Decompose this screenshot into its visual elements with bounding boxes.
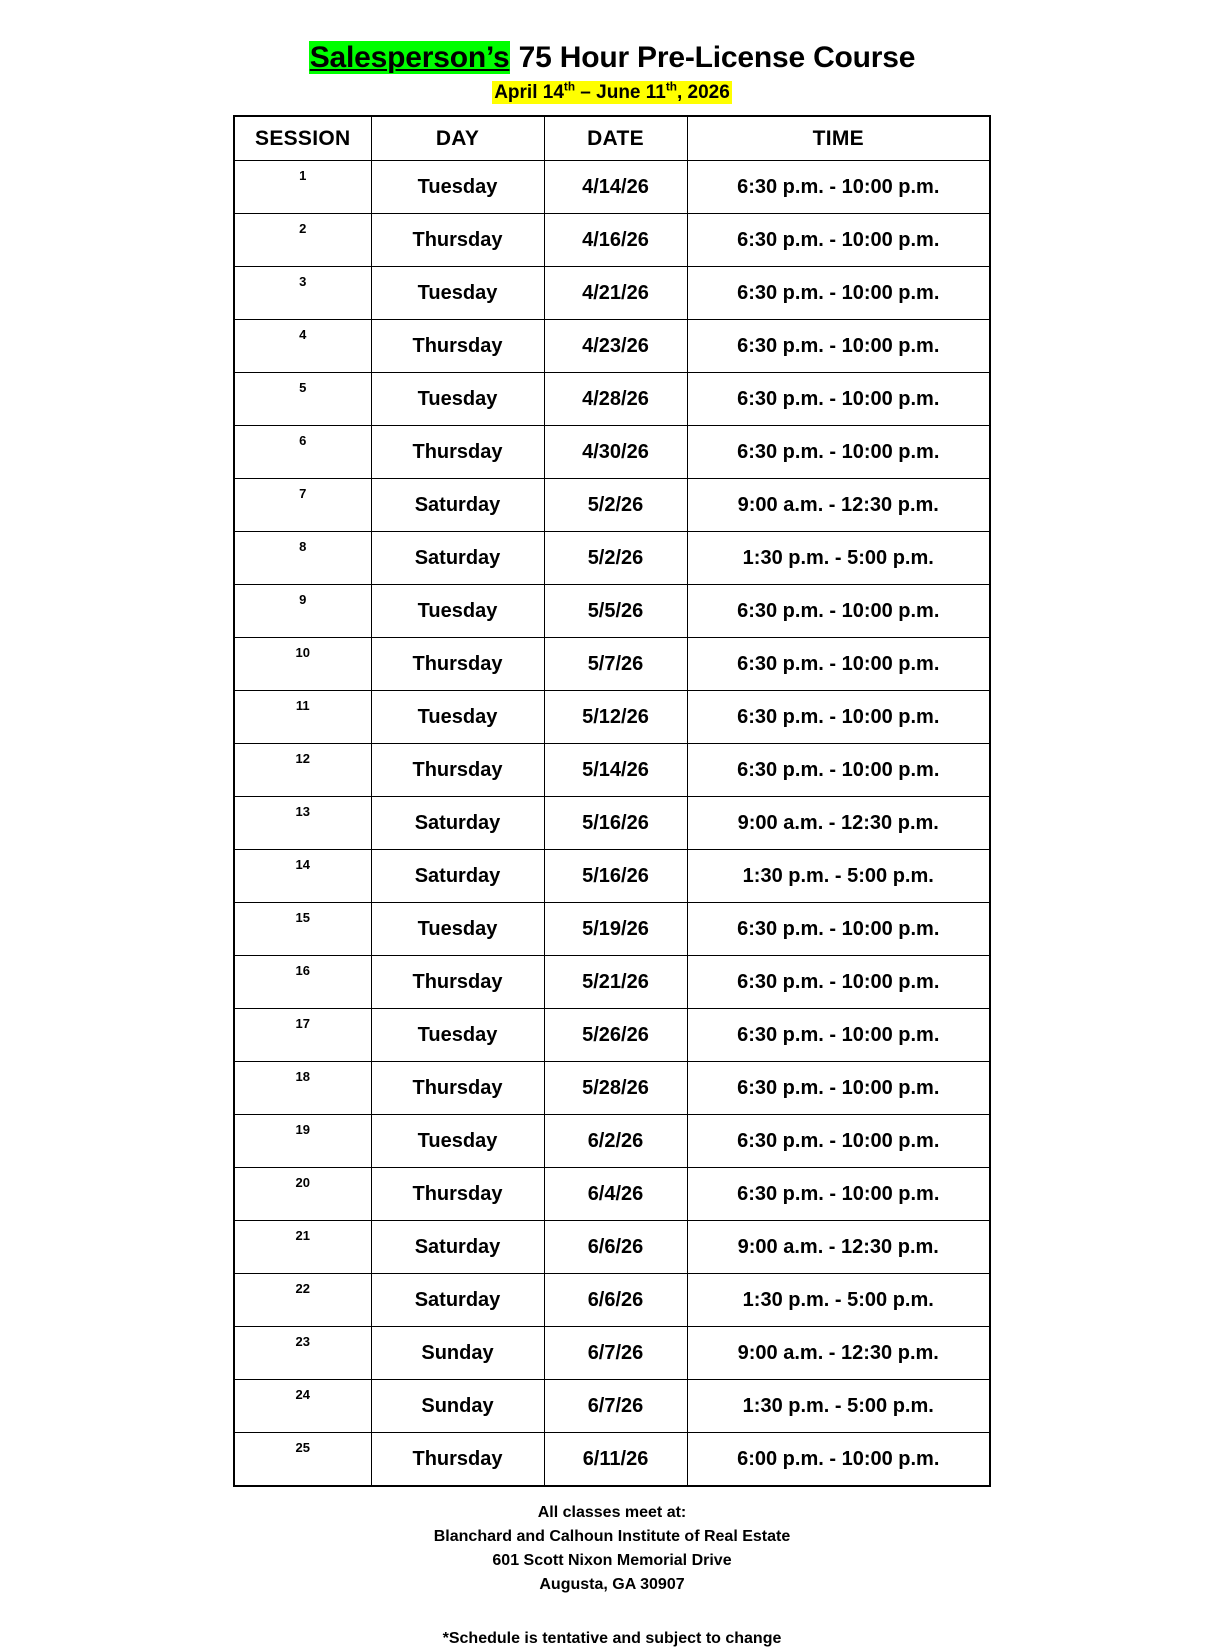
session-time-cell: 9:00 a.m. - 12:30 p.m. [687,797,990,850]
table-row [234,161,990,214]
session-time-cell: 6:30 p.m. - 10:00 p.m. [687,691,990,744]
column-header-session: SESSION [234,116,371,161]
session-number-cell: 7 [234,479,371,532]
session-date-cell: 4/28/26 [544,373,687,426]
footer-institute-name: Blanchard and Calhoun Institute of Real Estate [433,1528,791,1545]
page-title-rest: 75 Hour Pre-License Course [510,41,916,74]
table-row [234,1274,990,1327]
session-day-cell: Saturday [371,1221,544,1274]
session-time-cell: 6:30 p.m. - 10:00 p.m. [687,214,990,267]
session-number-cell: 24 [234,1380,371,1433]
table-row [234,585,990,638]
session-number-cell: 11 [234,691,371,744]
schedule-table-body [234,161,990,1487]
column-header-date: DATE [544,116,687,161]
session-time-cell: 6:00 p.m. - 10:00 p.m. [687,1433,990,1487]
session-number-cell: 2 [234,214,371,267]
footer [0,1501,1224,1651]
session-number-cell: 8 [234,532,371,585]
session-date-cell: 5/2/26 [544,479,687,532]
title-block [0,0,1224,104]
table-row [234,426,990,479]
session-time-cell: 1:30 p.m. - 5:00 p.m. [687,1380,990,1433]
table-row [234,1327,990,1380]
session-day-cell: Tuesday [371,373,544,426]
session-time-cell: 9:00 a.m. - 12:30 p.m. [687,479,990,532]
start-date-ordinal: th [563,80,576,94]
session-date-cell: 5/7/26 [544,638,687,691]
page-title [0,40,1224,76]
session-number-cell: 21 [234,1221,371,1274]
session-day-cell: Saturday [371,479,544,532]
table-row [234,691,990,744]
table-row [234,850,990,903]
session-date-cell: 6/6/26 [544,1221,687,1274]
table-row [234,1115,990,1168]
table-row [234,1009,990,1062]
course-date-range [0,81,1224,104]
table-row [234,373,990,426]
session-number-cell: 12 [234,744,371,797]
session-day-cell: Thursday [371,214,544,267]
session-day-cell: Sunday [371,1327,544,1380]
footer-street-address: 601 Scott Nixon Memorial Drive [492,1552,732,1569]
table-row [234,903,990,956]
session-time-cell: 6:30 p.m. - 10:00 p.m. [687,585,990,638]
session-date-cell: 4/16/26 [544,214,687,267]
session-date-cell: 6/7/26 [544,1380,687,1433]
session-number-cell: 1 [234,161,371,214]
session-date-cell: 5/16/26 [544,850,687,903]
session-day-cell: Saturday [371,1274,544,1327]
session-date-cell: 4/23/26 [544,320,687,373]
session-date-cell: 6/4/26 [544,1168,687,1221]
session-time-cell: 6:30 p.m. - 10:00 p.m. [687,903,990,956]
session-date-cell: 4/21/26 [544,267,687,320]
session-date-cell: 6/2/26 [544,1115,687,1168]
session-day-cell: Tuesday [371,903,544,956]
session-time-cell: 6:30 p.m. - 10:00 p.m. [687,426,990,479]
session-day-cell: Sunday [371,1380,544,1433]
session-day-cell: Tuesday [371,1115,544,1168]
course-year: , 2026 [676,82,730,103]
table-row [234,267,990,320]
table-row [234,532,990,585]
session-day-cell: Thursday [371,744,544,797]
session-time-cell: 6:30 p.m. - 10:00 p.m. [687,373,990,426]
session-date-cell: 5/19/26 [544,903,687,956]
table-row [234,320,990,373]
session-time-cell: 9:00 a.m. - 12:30 p.m. [687,1327,990,1380]
session-number-cell: 18 [234,1062,371,1115]
column-header-day: DAY [371,116,544,161]
session-time-cell: 6:30 p.m. - 10:00 p.m. [687,1115,990,1168]
session-number-cell: 13 [234,797,371,850]
table-row [234,1221,990,1274]
session-number-cell: 22 [234,1274,371,1327]
session-time-cell: 6:30 p.m. - 10:00 p.m. [687,1168,990,1221]
session-date-cell: 5/5/26 [544,585,687,638]
table-row [234,1062,990,1115]
session-number-cell: 16 [234,956,371,1009]
session-date-cell: 5/16/26 [544,797,687,850]
table-row [234,214,990,267]
session-number-cell: 4 [234,320,371,373]
footer-meet-at-label: All classes meet at: [537,1504,687,1521]
course-date-range-highlight [492,81,732,104]
footer-disclaimer-note: *Schedule is tentative and subject to change [442,1630,782,1647]
start-date: April 14 [494,82,564,103]
session-day-cell: Thursday [371,1062,544,1115]
session-time-cell: 1:30 p.m. - 5:00 p.m. [687,1274,990,1327]
schedule-table-head [234,116,990,161]
session-time-cell: 1:30 p.m. - 5:00 p.m. [687,532,990,585]
session-day-cell: Thursday [371,638,544,691]
session-time-cell: 1:30 p.m. - 5:00 p.m. [687,850,990,903]
session-number-cell: 5 [234,373,371,426]
session-day-cell: Tuesday [371,1009,544,1062]
session-date-cell: 6/7/26 [544,1327,687,1380]
end-date: June 11 [596,82,666,103]
session-day-cell: Tuesday [371,585,544,638]
table-row [234,1168,990,1221]
session-time-cell: 6:30 p.m. - 10:00 p.m. [687,956,990,1009]
session-number-cell: 14 [234,850,371,903]
session-time-cell: 6:30 p.m. - 10:00 p.m. [687,638,990,691]
session-time-cell: 6:30 p.m. - 10:00 p.m. [687,744,990,797]
session-date-cell: 5/2/26 [544,532,687,585]
session-day-cell: Thursday [371,1168,544,1221]
session-number-cell: 9 [234,585,371,638]
session-number-cell: 15 [234,903,371,956]
session-time-cell: 6:30 p.m. - 10:00 p.m. [687,320,990,373]
session-time-cell: 6:30 p.m. - 10:00 p.m. [687,1062,990,1115]
session-date-cell: 6/6/26 [544,1274,687,1327]
session-day-cell: Saturday [371,850,544,903]
session-day-cell: Thursday [371,320,544,373]
session-number-cell: 6 [234,426,371,479]
table-row [234,744,990,797]
session-number-cell: 17 [234,1009,371,1062]
session-day-cell: Tuesday [371,267,544,320]
session-number-cell: 20 [234,1168,371,1221]
session-time-cell: 6:30 p.m. - 10:00 p.m. [687,161,990,214]
session-date-cell: 5/21/26 [544,956,687,1009]
session-day-cell: Thursday [371,956,544,1009]
session-number-cell: 23 [234,1327,371,1380]
session-day-cell: Tuesday [371,691,544,744]
session-day-cell: Thursday [371,426,544,479]
session-time-cell: 9:00 a.m. - 12:30 p.m. [687,1221,990,1274]
date-range-dash: – [575,82,597,103]
table-header-row [234,116,990,161]
session-date-cell: 6/11/26 [544,1433,687,1487]
session-number-cell: 10 [234,638,371,691]
table-row [234,479,990,532]
session-number-cell: 19 [234,1115,371,1168]
table-row [234,797,990,850]
session-date-cell: 5/28/26 [544,1062,687,1115]
table-row [234,1380,990,1433]
footer-city-state-zip: Augusta, GA 30907 [539,1576,685,1593]
schedule-table [233,115,991,1487]
session-date-cell: 4/14/26 [544,161,687,214]
end-date-ordinal: th [665,80,677,94]
session-date-cell: 5/14/26 [544,744,687,797]
session-number-cell: 3 [234,267,371,320]
session-date-cell: 5/12/26 [544,691,687,744]
table-row [234,1433,990,1487]
session-date-cell: 5/26/26 [544,1009,687,1062]
page-title-highlight: Salesperson’s [309,41,510,74]
session-time-cell: 6:30 p.m. - 10:00 p.m. [687,1009,990,1062]
session-time-cell: 6:30 p.m. - 10:00 p.m. [687,267,990,320]
session-date-cell: 4/30/26 [544,426,687,479]
schedule-table-wrapper [0,115,1224,1487]
table-row [234,638,990,691]
table-row [234,956,990,1009]
column-header-time: TIME [687,116,990,161]
session-day-cell: Saturday [371,797,544,850]
session-day-cell: Thursday [371,1433,544,1487]
session-day-cell: Saturday [371,532,544,585]
session-day-cell: Tuesday [371,161,544,214]
session-number-cell: 25 [234,1433,371,1487]
